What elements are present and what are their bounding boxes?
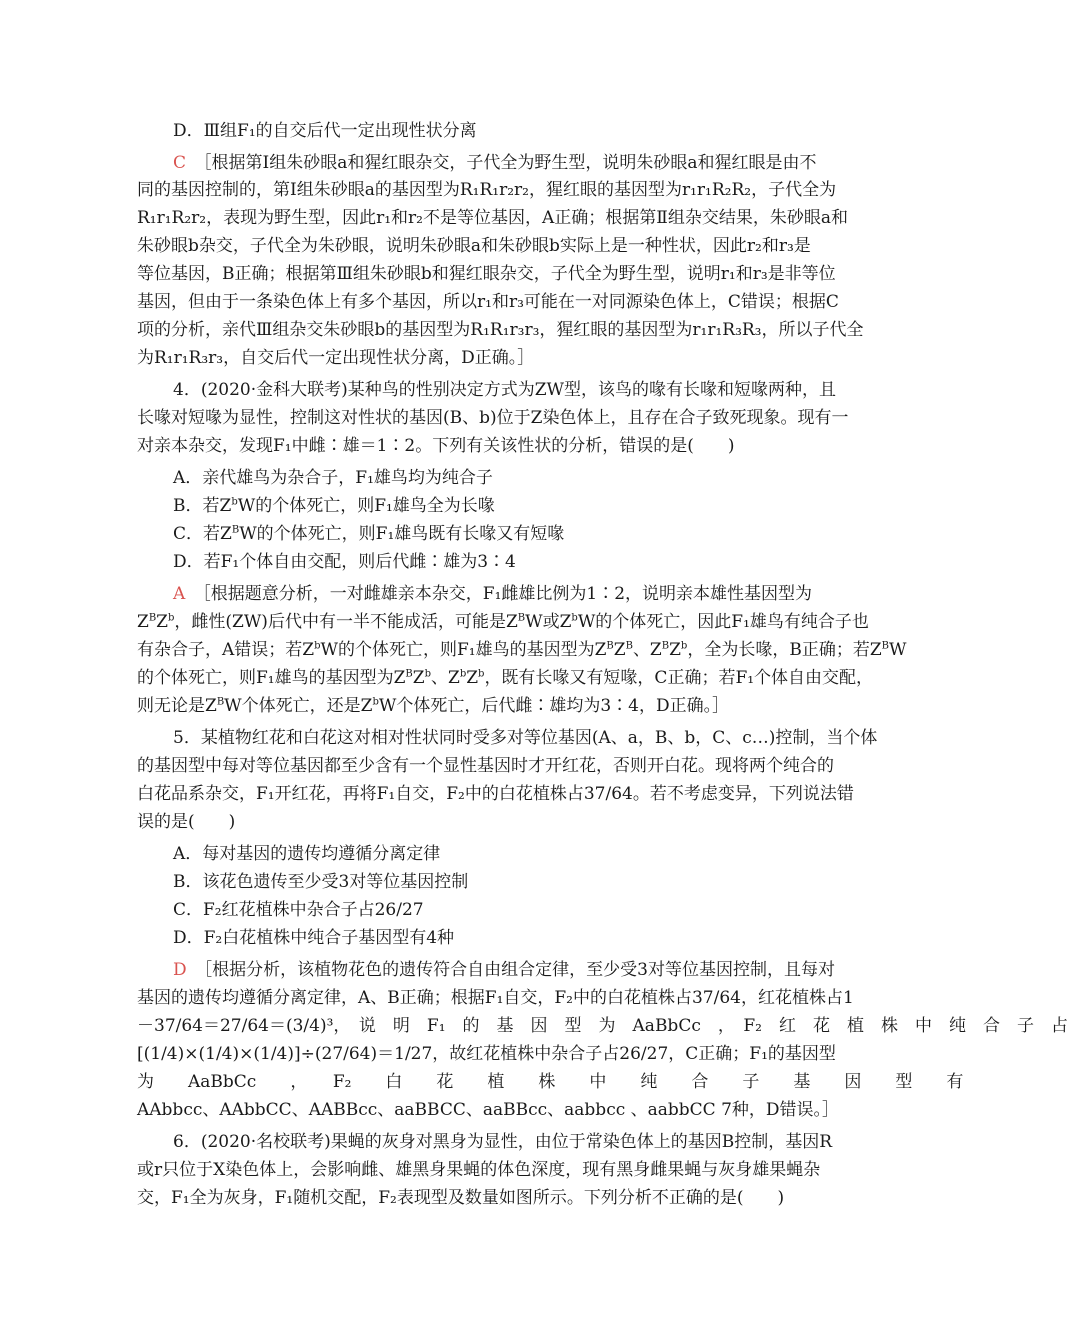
line-text: ［根据第Ⅰ组朱砂眼a和猩红眼杂交，子代全为野生型，说明朱砂眼a和猩红眼是由不 (203, 153, 817, 173)
line-text: 基因，但由于一条染色体上有多个基因，所以r₁和r₃可能在一对同源染色体上，C错误；根据C (137, 292, 839, 312)
text-line (137, 1159, 930, 1181)
line-text: B．该花色遗传至少受3对等位基因控制 (173, 872, 469, 892)
line-text: 则无论是$Z^BW$个体死亡，还是$Z^bW$个体死亡，后代雌∶雄均为3∶4，D正确。］ (137, 696, 730, 716)
line-text: C．若$Z^BW$的个体死亡，则F₁雄鸟既有长喙又有短喙 (173, 524, 565, 544)
text-line (173, 899, 930, 921)
line-text: 对亲本杂交，发现F₁中雌∶雄＝1∶2。下列有关该性状的分析，错误的是( ) (137, 436, 735, 456)
line-text: AAbbcc、AAbbCC、AABBcc、aaBBCC、aaBBcc、aabbcc 、aabbCC 7种，D错误。］ (137, 1100, 840, 1120)
line-text: [(1/4)×(1/4)×(1/4)]÷(27/64)＝1/27，故红花植株中杂合子占26/27，C正确；F₁的基因型 (137, 1044, 836, 1064)
text-line (137, 263, 930, 285)
text-line (173, 379, 930, 401)
text-line (137, 639, 930, 661)
answer-letter: A (173, 584, 186, 604)
line-text: A．亲代雄鸟为杂合子，F₁雄鸟均为纯合子 (173, 468, 493, 488)
text-line (137, 783, 930, 805)
answer-letter: C (173, 153, 187, 173)
line-text: 4．(2020·金科大联考)某种鸟的性别决定方式为ZW型，该鸟的喙有长喙和短喙两种，且 (173, 380, 837, 400)
text-line (173, 959, 930, 981)
line-text: 的个体死亡，则F₁雄鸟的基因型为$Z^BZ^b$、$Z^bZ^b$，既有长喙又有短喙，C正确；若F₁个体自由交配， (137, 668, 874, 688)
line-text: 交，F₁全为灰身，F₁随机交配，F₂表现型及数量如图所示。下列分析不正确的是( ) (137, 1188, 785, 1208)
line-text: 为 AaBbCc ， F₂ 白 花 植 株 中 纯 合 子 基 因 型 有 (137, 1072, 964, 1092)
text-line (137, 811, 930, 833)
text-line (137, 1187, 930, 1209)
text-line (137, 291, 930, 313)
line-text: 朱砂眼b杂交，子代全为朱砂眼，说明朱砂眼a和朱砂眼b实际上是一种性状，因此r₂和r₃是 (137, 236, 811, 256)
text-line (137, 407, 930, 429)
text-line (173, 523, 930, 545)
line-text: A．每对基因的遗传均遵循分离定律 (173, 844, 441, 864)
text-line (137, 611, 930, 633)
line-text: D．F₂白花植株中纯合子基因型有4种 (173, 928, 455, 948)
text-line (173, 495, 930, 517)
text-line (173, 467, 930, 489)
text-line (173, 152, 930, 174)
text-line (137, 1015, 1068, 1037)
text-line (137, 667, 930, 689)
line-text: 的基因型中每对等位基因都至少含有一个显性基因时才开红花，否则开白花。现将两个纯合的 (137, 756, 834, 776)
text-line (173, 551, 930, 573)
text-line (137, 1071, 964, 1093)
line-text: 6．(2020·名校联考)果蝇的灰身对黑身为显性，由位于常染色体上的基因B控制，基因R (173, 1132, 833, 1152)
text-line (137, 235, 930, 257)
text-line (137, 207, 930, 229)
text-line (137, 319, 930, 341)
line-text: $Z^BZ^b$，雌性(ZW)后代中有一半不能成活，可能是$Z^BW$或$Z^bW$的个体死亡，因此F₁雄鸟有纯合子也 (137, 612, 869, 632)
line-text: 白花品系杂交，F₁开红花，再将F₁自交，F₂中的白花植株占37/64。若不考虑变异，下列说法错 (137, 784, 854, 804)
line-text: 长喙对短喙为显性，控制这对性状的基因(B、b)位于Z染色体上，且存在合子致死现象。现有一 (137, 408, 849, 428)
line-text: 有杂合子，A错误；若$Z^bW$的个体死亡，则F₁雄鸟的基因型为$Z^BZ^B$、$Z^BZ^b$，全为长喙，B正确；若$Z^BW$ (137, 640, 907, 660)
line-text: 或r只位于X染色体上，会影响雌、雄黑身果蝇的体色深度，现有黑身雌果蝇与灰身雄果蝇杂 (137, 1160, 821, 1180)
line-text: C．F₂红花植株中杂合子占26/27 (173, 900, 424, 920)
line-text: 等位基因，B正确；根据第Ⅲ组朱砂眼b和猩红眼杂交，子代全为野生型，说明r₁和r₃是非等位 (137, 264, 836, 284)
line-text: 同的基因控制的，第Ⅰ组朱砂眼a的基因型为R₁R₁r₂r₂，猩红眼的基因型为r₁r₁R₂R₂，子代全为 (137, 180, 837, 200)
line-text: B．若$Z^bW$的个体死亡，则F₁雄鸟全为长喙 (173, 496, 495, 516)
text-line (173, 1131, 930, 1153)
text-line (137, 347, 930, 369)
text-line (173, 927, 930, 949)
text-line (173, 727, 930, 749)
answer-letter: D (173, 960, 187, 980)
text-line (137, 755, 930, 777)
line-text: 基因的遗传均遵循分离定律，A、B正确；根据F₁自交，F₂中的白花植株占37/64，红花植株占1 (137, 988, 854, 1008)
text-line (137, 179, 930, 201)
line-text: ［根据题意分析，一对雌雄亲本杂交，F₁雌雄比例为1∶2，说明亲本雄性基因型为 (202, 584, 813, 604)
line-text: 项的分析，亲代Ⅲ组杂交朱砂眼b的基因型为R₁R₁r₃r₃，猩红眼的基因型为r₁r₁R₃R₃，所以子代全 (137, 320, 864, 340)
line-text: D．Ⅲ组F₁的自交后代一定出现性状分离 (173, 121, 477, 141)
text-line (173, 843, 930, 865)
text-line (137, 1043, 930, 1065)
text-line (137, 695, 930, 717)
line-text: R₁r₁R₂r₂，表现为野生型，因此r₁和r₂不是等位基因，A正确；根据第Ⅱ组杂交结果，朱砂眼a和 (137, 208, 848, 228)
text-line (137, 435, 930, 457)
text-line (173, 120, 930, 142)
text-line (173, 871, 930, 893)
line-text: ［根据分析，该植物花色的遗传符合自由组合定律，至少受3对等位基因控制，且每对 (203, 960, 835, 980)
line-text: D．若F₁个体自由交配，则后代雌∶雄为3∶4 (173, 552, 516, 572)
text-line (137, 987, 930, 1009)
line-text: 为R₁r₁R₃r₃，自交后代一定出现性状分离，D正确。］ (137, 348, 535, 368)
line-text: －37/64＝27/64＝(3/4)³， 说 明 F₁ 的 基 因 型 为 AaBbCc ， F₂ 红 花 植 株 中 纯 合 子 占 (137, 1016, 1068, 1036)
line-text: 误的是( ) (137, 812, 236, 832)
text-line (137, 1099, 930, 1121)
line-text: 5．某植物红花和白花这对相对性状同时受多对等位基因(A、a，B、b，C、c…)控制，当个体 (173, 728, 878, 748)
text-line (173, 583, 930, 605)
